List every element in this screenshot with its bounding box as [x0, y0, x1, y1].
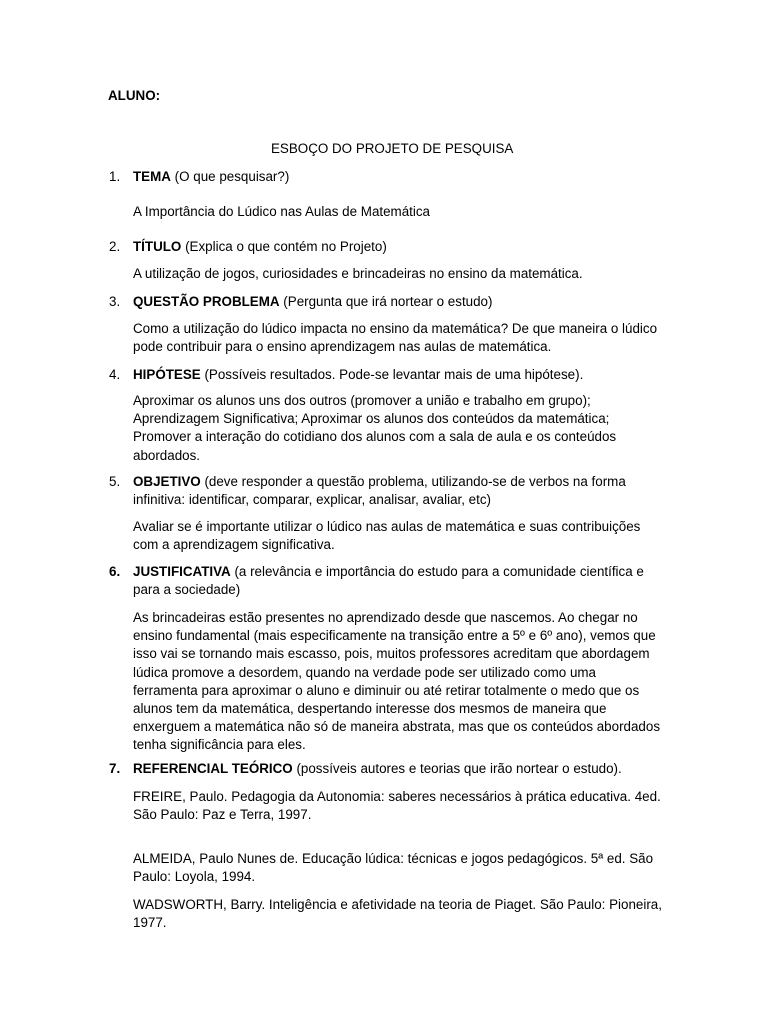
document-title: ESBOÇO DO PROJETO DE PESQUISA — [271, 141, 514, 156]
item-heading: REFERENCIAL TEÓRICO (possíveis autores e teorias que irão nortear o estudo). — [133, 761, 622, 776]
item-body: Avaliar se é importante utilizar o lúdico nas aulas de matemática e suas contribuições com a aprendizagem significativa. — [133, 519, 641, 553]
item-body: A Importância do Lúdico nas Aulas de Matemática — [133, 204, 430, 219]
item-body: A utilização de jogos, curiosidades e brincadeiras no ensino da matemática. — [133, 266, 583, 281]
item-body: Aproximar os alunos uns dos outros (promover a união e trabalho em grupo); Aprendizagem Significativa; Aproximar os alunos dos conteúdos da matemática; Promover a interação do cotidiano dos alunos com a sala de aula e os conteúdos abordados. — [133, 393, 617, 463]
item-number: 7. — [109, 761, 121, 776]
item-number: 3. — [109, 294, 121, 309]
item-body: Como a utilização do lúdico impacta no ensino da matemática? De que maneira o lúdico pode contribuir para o ensino aprendizagem nas aulas de matemática. — [133, 321, 658, 355]
item-heading: HIPÓTESE (Possíveis resultados. Pode-se levantar mais de uma hipótese). — [133, 367, 584, 382]
item-number: 6. — [109, 564, 121, 579]
item-heading: QUESTÃO PROBLEMA (Pergunta que irá nortear o estudo) — [133, 294, 493, 309]
item-body: As brincadeiras estão presentes no aprendizado desde que nascemos. Ao chegar no ensino fundamental (mais especificamente na transição entre a 5º e 6º ano), vemos que isso vai se tornando mais escasso, pois, muitos professores acreditam que abordagem lúdica promove a desordem, quando na verdade pode ser utilizado como uma ferramenta para aproximar o aluno e diminuir ou até retirar totalmente o medo que os alunos tem da matemática, despertando interesse dos mesmos de maneira que enxerguem a matemática não só de maneira abstrata, mas que os conteúdos abordados tenha significância para eles. — [133, 610, 661, 753]
reference-entry: WADSWORTH, Barry. Inteligência e afetividade na teoria de Piaget. São Paulo: Pioneira, 1977. — [133, 897, 662, 931]
reference-entry: FREIRE, Paulo. Pedagogia da Autonomia: saberes necessários à prática educativa. 4ed. São Paulo: Paz e Terra, 1997. — [133, 789, 661, 823]
item-heading: OBJETIVO (deve responder a questão problema, utilizando-se de verbos na forma infinitiva: identificar, comparar, explicar, analisar, avaliar, etc) — [133, 474, 626, 508]
item-number: 1. — [109, 169, 121, 184]
item-heading: TEMA (O que pesquisar?) — [133, 169, 290, 184]
item-heading: TÍTULO (Explica o que contém no Projeto) — [133, 239, 387, 254]
item-number: 5. — [109, 474, 121, 489]
student-label: ALUNO: — [108, 88, 161, 103]
item-number: 4. — [109, 367, 121, 382]
item-number: 2. — [109, 239, 121, 254]
item-heading: JUSTIFICATIVA (a relevância e importância do estudo para a comunidade científica e para a sociedade) — [133, 564, 644, 598]
reference-entry: ALMEIDA, Paulo Nunes de. Educação lúdica: técnicas e jogos pedagógicos. 5ª ed. São Paulo: Loyola, 1994. — [133, 851, 654, 885]
